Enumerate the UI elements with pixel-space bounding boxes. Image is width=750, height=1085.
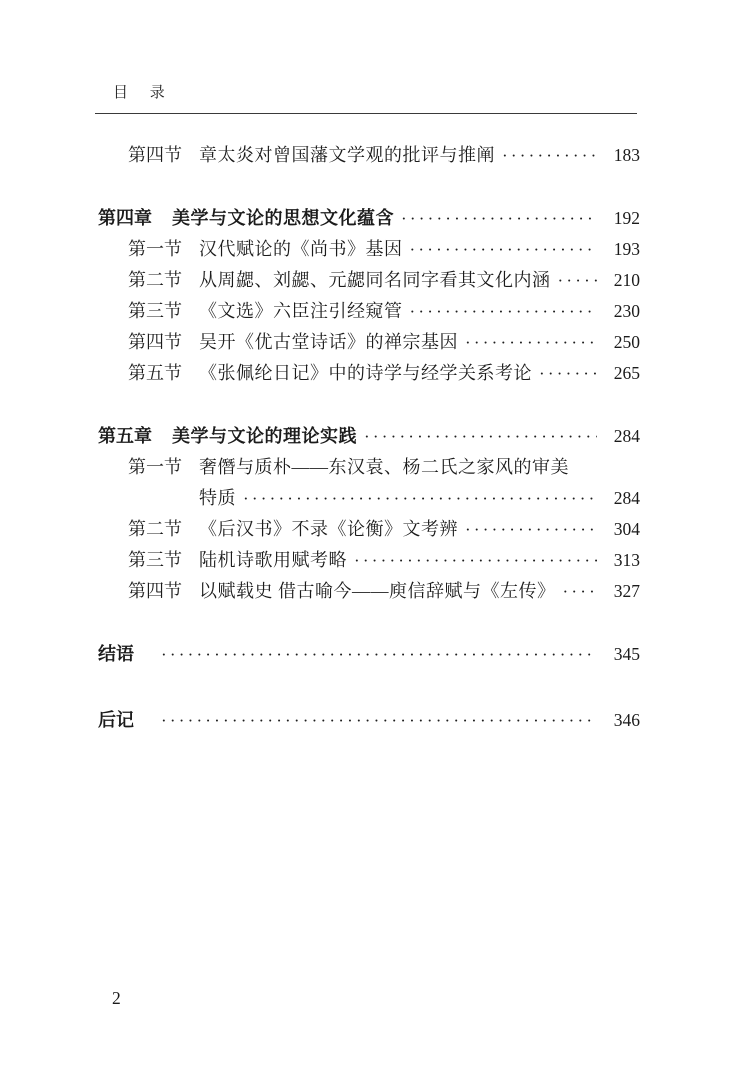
toc-entry-label: 第四节 [128, 581, 182, 601]
toc-entry-label: 后记 [98, 710, 134, 730]
toc-entry-title: 吴开《优古堂诗话》的禅宗基因 [199, 332, 458, 352]
dot-leader [161, 705, 597, 736]
toc-entry-label: 第三节 [128, 550, 182, 570]
toc-entry [128, 545, 640, 576]
toc-entry-page: 313 [613, 550, 640, 570]
dot-leader [401, 203, 597, 234]
toc-entry-page: 210 [613, 270, 640, 290]
toc-entry [128, 234, 640, 265]
dot-leader [410, 296, 598, 327]
dot-leader [465, 327, 597, 358]
folio-page-number: 2 [112, 988, 121, 1008]
toc-entry-title: 奢僭与质朴——东汉袁、杨二氏之家风的审美 [199, 457, 569, 477]
toc-entry [128, 514, 640, 545]
toc-entry-page: 250 [613, 332, 640, 352]
toc-entry [98, 421, 640, 452]
toc-entry-title: 陆机诗歌用赋考略 [199, 550, 347, 570]
toc-entry-title-continuation: 特质 [199, 488, 236, 508]
toc-entry-title: 《张佩纶日记》中的诗学与经学关系考论 [199, 363, 532, 383]
toc-entry-page: 284 [613, 426, 640, 446]
dot-leader [502, 140, 597, 171]
toc-entry-title: 《后汉书》不录《论衡》文考辨 [199, 519, 458, 539]
toc-entry-page: 183 [613, 145, 640, 165]
toc-entry [128, 296, 640, 327]
toc-entry-title: 美学与文论的理论实践 [172, 426, 357, 446]
toc-entry-label: 第四节 [128, 145, 182, 165]
toc-entry-title: 《文选》六臣注引经窥管 [199, 301, 403, 321]
toc-entry-label: 第五章 [98, 426, 152, 446]
dot-leader [243, 483, 597, 514]
dot-leader [539, 358, 597, 389]
toc-entry-label: 第五节 [128, 363, 182, 383]
dot-leader [410, 234, 598, 265]
toc-entry [128, 576, 640, 607]
toc-entry [128, 358, 640, 389]
toc-entry [128, 327, 640, 358]
dot-leader [364, 421, 597, 452]
dot-leader [563, 576, 598, 607]
toc-entry-page: 346 [613, 710, 640, 730]
toc-entry-page: 327 [613, 581, 640, 601]
running-head: 目 录 [113, 85, 166, 101]
toc-entry-page: 193 [613, 239, 640, 259]
toc-entry-page: 265 [613, 363, 640, 383]
toc-entry-continuation [128, 483, 640, 514]
toc-entry-page: 192 [613, 208, 640, 228]
toc-entry-label: 结语 [98, 644, 134, 664]
dot-leader [354, 545, 597, 576]
dot-leader [558, 265, 598, 296]
table-of-contents [98, 140, 640, 736]
dot-leader [465, 514, 597, 545]
toc-entry [98, 639, 640, 670]
dot-leader [161, 639, 597, 670]
header-rule [95, 113, 637, 114]
toc-entry-label: 第二节 [128, 519, 182, 539]
toc-entry [98, 705, 640, 736]
toc-entry-title: 从周勰、刘勰、元勰同名同字看其文化内涵 [199, 270, 551, 290]
toc-entry-label: 第三节 [128, 301, 182, 321]
toc-entry [128, 452, 640, 483]
toc-entry [128, 265, 640, 296]
toc-entry-label: 第一节 [128, 239, 182, 259]
toc-entry-label: 第二节 [128, 270, 182, 290]
toc-entry [128, 140, 640, 171]
toc-entry-page: 345 [613, 644, 640, 664]
toc-entry-label: 第一节 [128, 457, 182, 477]
toc-entry-title: 美学与文论的思想文化蕴含 [172, 208, 394, 228]
toc-entry-title: 章太炎对曾国藩文学观的批评与推阐 [199, 145, 495, 165]
toc-entry-label: 第四章 [98, 208, 152, 228]
toc-entry-page: 284 [613, 488, 640, 508]
toc-entry-title: 以赋载史 借古喻今——庾信辞赋与《左传》 [199, 581, 556, 601]
toc-entry-label: 第四节 [128, 332, 182, 352]
toc-entry-title: 汉代赋论的《尚书》基因 [199, 239, 403, 259]
toc-entry [98, 203, 640, 234]
toc-entry-page: 304 [613, 519, 640, 539]
toc-entry-page: 230 [613, 301, 640, 321]
